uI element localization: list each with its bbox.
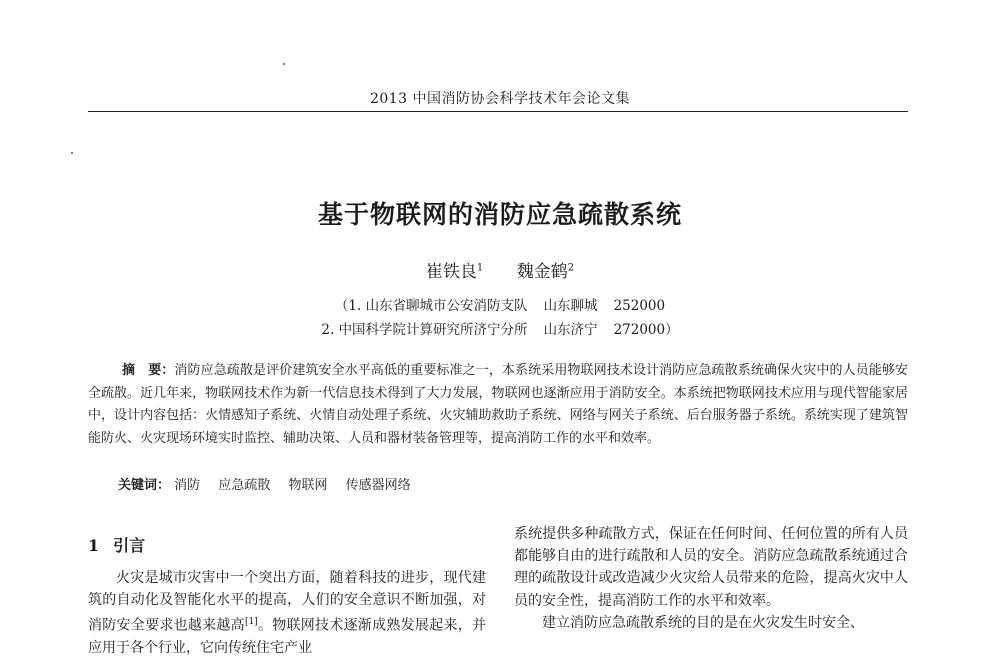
keyword: 应急疏散 [218,478,271,493]
keyword: 物联网 [288,478,328,493]
running-header: 2013 中国消防协会科学技术年会论文集 [369,91,631,107]
affiliation-line: （1. 山东省聊城市公安消防支队 山东聊城 252000 [334,298,666,314]
paragraph: 火灾是城市灾害中一个突出方面，随着科技的进步，现代建筑的自动化及智能化水平的提高，人们的安全意识不断加强，对消防安全要求也越来越高[1]。物联网技术逐渐成熟发展起来，并应用于各个行业，它向传统住宅产业 [88,570,486,657]
abstract-text: 消防应急疏散是评价建筑安全水平高低的重要标准之一，本系统采用物联网技术设计消防应急疏散系统确保火灾中的人员能够安全疏散。近几年来，物联网技术作为新一代信息技术得到了大力发展，物联网也逐渐应用于消防安全。本系统把物联网技术应用与现代智能家居中，设计内容包括：火情感知子系统、火情自动处理子系统、火灾辅助救助子系统、网络与网关子系统、后台服务器子系统。系统实现了建筑智能防火、火灾现场环境实时监控、辅助决策、人员和器材装备管理等，提高消防工作的水平和效率。 [88,363,908,446]
scan-speck [283,63,285,65]
paragraph: 系统提供多种疏散方式，保证在任何时间、任何位置的所有人员都能够自由的进行疏散和人员的安全。消防应急疏散系统通过合理的疏散设计或改造减少火灾给人员带来的危险，提高火灾中人员的安全性，提高消防工作的水平和效率。 [514,526,908,609]
affiliation-line: 2. 中国科学院计算研究所济宁分所 山东济宁 272000） [321,322,679,338]
header-rule [88,111,908,112]
keyword: 消防 [174,478,201,493]
section-heading: 1 引言 [88,536,146,555]
paragraph: 建立消防应急疏散系统的目的是在火灾发生时安全、 [542,614,864,631]
body-column-right [514,523,908,634]
abstract [88,360,908,450]
keywords-label: 关键词： [118,478,171,493]
keyword: 传感器网络 [345,478,411,493]
abstract-label: 摘 要： [122,363,175,378]
paper-title: 基于物联网的消防应急疏散系统 [317,200,682,229]
citation-ref: [1] [244,617,258,628]
body-column-left [88,567,486,659]
author: 崔铁良$^1$ [425,262,484,282]
keywords [118,474,425,493]
scan-speck [71,152,73,154]
author-line [0,257,1000,282]
author: 魏金鹤$^2$ [516,262,575,282]
